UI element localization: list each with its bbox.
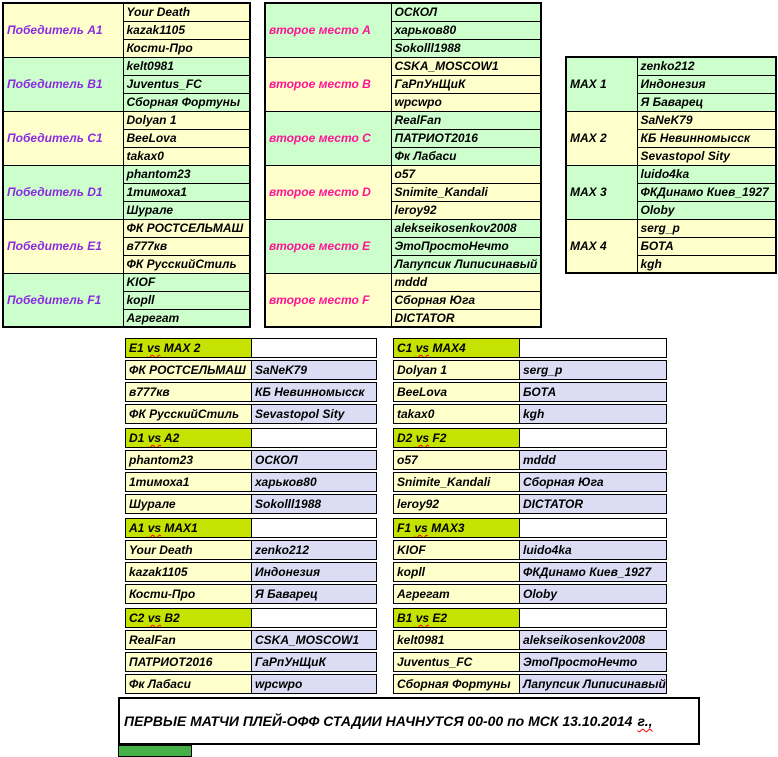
matchup-right-cell: alekseikosenkov2008 bbox=[519, 630, 667, 650]
team-name-cell: kopll bbox=[123, 291, 250, 309]
matchup-right-cell: zenko212 bbox=[251, 540, 377, 560]
team-name-cell: BeeLova bbox=[123, 129, 250, 147]
team-name-cell: zenko212 bbox=[637, 57, 776, 75]
team-name-cell: Sokolll1988 bbox=[391, 39, 541, 57]
team-name-cell: Индонезия bbox=[637, 75, 776, 93]
winner-label: Победитель C1 bbox=[3, 111, 123, 165]
matchup-left-cell: Dolyan 1 bbox=[393, 360, 520, 380]
max-label: MAX 3 bbox=[566, 165, 637, 219]
matchup-vs: vs bbox=[415, 431, 430, 445]
team-name-cell: 1тимоха1 bbox=[123, 183, 250, 201]
team-name-cell: takax0 bbox=[123, 147, 250, 165]
matchup-title-left: E1 bbox=[129, 341, 144, 355]
matchup-header-blank bbox=[519, 428, 667, 448]
matchup-left-cell: ПАТРИОТ2016 bbox=[125, 652, 252, 672]
matchup-vs: vs bbox=[147, 341, 161, 355]
matchup-left-cell: в777кв bbox=[125, 382, 252, 402]
max-label: MAX 1 bbox=[566, 57, 637, 111]
matchup-left-cell: RealFan bbox=[125, 630, 252, 650]
team-name-cell: ФКДинамо Киев_1927 bbox=[637, 183, 776, 201]
team-name-cell: Сборная Юга bbox=[391, 291, 541, 309]
announcement-text: ПЕРВЫЕ МАТЧИ ПЛЕЙ-ОФФ СТАДИИ НАЧНУТСЯ 00-00 по МСК 13.10.2014 bbox=[124, 713, 633, 729]
team-name-cell: Лапупсик Липисинавый bbox=[391, 255, 541, 273]
winner-label: Победитель E1 bbox=[3, 219, 123, 273]
winner-label: Победитель A1 bbox=[3, 3, 123, 57]
matchup-right-cell: wpcwpo bbox=[251, 674, 377, 694]
team-name-cell: ФК РусскийСтиль bbox=[123, 255, 250, 273]
team-name-cell: mddd bbox=[391, 273, 541, 291]
matchup-title-right: MAX4 bbox=[432, 341, 466, 355]
team-name-cell: Я Баварец bbox=[637, 93, 776, 111]
team-name-cell: Dolyan 1 bbox=[123, 111, 250, 129]
matchup-left-cell: Шурале bbox=[125, 494, 252, 514]
team-name-cell: CSKA_MOSCOW1 bbox=[391, 57, 541, 75]
team-name-cell: Шурале bbox=[123, 201, 250, 219]
matchup-left-cell: Juventus_FC bbox=[393, 652, 520, 672]
team-name-cell: Агрегат bbox=[123, 309, 250, 327]
matchup-vs: vs bbox=[415, 341, 430, 355]
matchup-header-blank bbox=[251, 518, 377, 538]
matchup-vs: vs bbox=[147, 431, 162, 445]
matchup-header-blank bbox=[519, 608, 667, 628]
team-name-cell: харьков80 bbox=[391, 21, 541, 39]
team-name-cell: БОТА bbox=[637, 237, 776, 255]
team-name-cell: Oloby bbox=[637, 201, 776, 219]
team-name-cell: ОСКОЛ bbox=[391, 3, 541, 21]
matchup-block bbox=[393, 428, 667, 516]
matchup-right-cell: КБ Невинномысск bbox=[251, 382, 377, 402]
team-name-cell: kazak1105 bbox=[123, 21, 250, 39]
matchup-block bbox=[393, 518, 667, 606]
matchup-title-left: C1 bbox=[397, 341, 413, 355]
matchup-left-cell: Агрегат bbox=[393, 584, 520, 604]
matchup-title-left: B1 bbox=[397, 611, 413, 625]
matchup-left-cell: kelt0981 bbox=[393, 630, 520, 650]
winner-label: Победитель D1 bbox=[3, 165, 123, 219]
team-name-cell: wpcwpo bbox=[391, 93, 541, 111]
matchup-block bbox=[125, 608, 377, 696]
matchup-left-cell: 1тимоха1 bbox=[125, 472, 252, 492]
team-name-cell: o57 bbox=[391, 165, 541, 183]
second-place-label: второе место D bbox=[265, 165, 391, 219]
matchup-header bbox=[393, 338, 520, 358]
team-name-cell: Snimite_Kandali bbox=[391, 183, 541, 201]
matchup-left-cell: kopll bbox=[393, 562, 520, 582]
team-name-cell: в777кв bbox=[123, 237, 250, 255]
matchup-right-cell: Лапупсик Липисинавый bbox=[519, 674, 667, 694]
matchup-title-left: A1 bbox=[129, 521, 145, 535]
matchup-title-right: MAX1 bbox=[164, 521, 198, 535]
second-place-label: второе место F bbox=[265, 273, 391, 327]
winners-group bbox=[2, 2, 251, 328]
team-name-cell: Фк Лабаси bbox=[391, 147, 541, 165]
team-name-cell: ГаРпУнЩиК bbox=[391, 75, 541, 93]
matchup-left-cell: Your Death bbox=[125, 540, 252, 560]
matchup-title-right: MAX 2 bbox=[163, 341, 201, 355]
matchup-left-cell: Кости-Про bbox=[125, 584, 252, 604]
team-name-cell: SaNeK79 bbox=[637, 111, 776, 129]
max-group bbox=[565, 56, 777, 274]
team-name-cell: Your Death bbox=[123, 3, 250, 21]
matchup-block bbox=[125, 428, 377, 516]
matchup-left-cell: BeeLova bbox=[393, 382, 520, 402]
matchup-block bbox=[393, 338, 667, 426]
team-name-cell: КБ Невинномысск bbox=[637, 129, 776, 147]
matchup-header-blank bbox=[519, 518, 667, 538]
matchup-right-cell: ОСКОЛ bbox=[251, 450, 377, 470]
matchup-right-cell: SaNeK79 bbox=[251, 360, 377, 380]
team-name-cell: Кости-Про bbox=[123, 39, 250, 57]
matchup-header-blank bbox=[251, 338, 377, 358]
team-name-cell: serg_p bbox=[637, 219, 776, 237]
matchup-title-right: A2 bbox=[163, 431, 180, 445]
matchup-header bbox=[393, 518, 520, 538]
matchup-right-cell: Sevastopol Sity bbox=[251, 404, 377, 424]
matchup-title-right: F2 bbox=[432, 431, 447, 445]
matchup-left-cell: o57 bbox=[393, 450, 520, 470]
matchup-block bbox=[393, 608, 667, 696]
second-place-label: второе место E bbox=[265, 219, 391, 273]
matchup-header bbox=[125, 518, 252, 538]
max-label: MAX 4 bbox=[566, 219, 637, 273]
bottom-green-cell bbox=[118, 745, 192, 757]
team-name-cell: kgh bbox=[637, 255, 776, 273]
matchup-block bbox=[125, 338, 377, 426]
matchup-right-cell: ФКДинамо Киев_1927 bbox=[519, 562, 667, 582]
matchup-header bbox=[393, 428, 520, 448]
winner-label: Победитель F1 bbox=[3, 273, 123, 327]
matchup-right-cell: ГаРпУнЩиК bbox=[251, 652, 377, 672]
matchup-right-cell: ЭтоПростоНечто bbox=[519, 652, 667, 672]
announcement-suffix: г., bbox=[637, 713, 653, 729]
matchup-right-cell: Oloby bbox=[519, 584, 667, 604]
matchup-right-cell: serg_p bbox=[519, 360, 667, 380]
matchup-left-cell: Фк Лабаси bbox=[125, 674, 252, 694]
matchup-header-blank bbox=[251, 608, 377, 628]
matchup-vs: vs bbox=[147, 611, 162, 625]
matchup-header bbox=[125, 428, 252, 448]
second-place-group bbox=[264, 2, 542, 328]
matchup-vs: vs bbox=[414, 521, 428, 535]
matchup-title-right: B2 bbox=[164, 611, 180, 625]
matchup-title-left: F1 bbox=[397, 521, 412, 535]
matchup-vs: vs bbox=[147, 521, 162, 535]
matchup-header bbox=[125, 338, 252, 358]
matchup-right-cell: luido4ka bbox=[519, 540, 667, 560]
second-place-label: второе место A bbox=[265, 3, 391, 57]
matchup-left-cell: Сборная Фортуны bbox=[393, 674, 520, 694]
matchup-left-cell: KIOF bbox=[393, 540, 520, 560]
matchup-left-cell: ФК РОСТСЕЛЬМАШ bbox=[125, 360, 252, 380]
team-name-cell: leroy92 bbox=[391, 201, 541, 219]
matchup-right-cell: kgh bbox=[519, 404, 667, 424]
matchup-header bbox=[125, 608, 252, 628]
team-name-cell: luido4ka bbox=[637, 165, 776, 183]
team-name-cell: ФК РОСТСЕЛЬМАШ bbox=[123, 219, 250, 237]
matchup-title-left: D2 bbox=[397, 431, 413, 445]
matchup-left-cell: Snimite_Kandali bbox=[393, 472, 520, 492]
team-name-cell: ПАТРИОТ2016 bbox=[391, 129, 541, 147]
matchup-vs: vs bbox=[415, 611, 430, 625]
matchup-right-cell: DICTATOR bbox=[519, 494, 667, 514]
max-label: MAX 2 bbox=[566, 111, 637, 165]
matchup-title-right: E2 bbox=[432, 611, 448, 625]
matchup-right-cell: харьков80 bbox=[251, 472, 377, 492]
matchup-left-cell: phantom23 bbox=[125, 450, 252, 470]
matchup-right-cell: Индонезия bbox=[251, 562, 377, 582]
matchup-header bbox=[393, 608, 520, 628]
matchup-right-cell: mddd bbox=[519, 450, 667, 470]
announcement-banner bbox=[118, 697, 700, 745]
matchup-header-blank bbox=[519, 338, 667, 358]
matchup-right-cell: Я Баварец bbox=[251, 584, 377, 604]
matchup-left-cell: leroy92 bbox=[393, 494, 520, 514]
team-name-cell: Сборная Фортуны bbox=[123, 93, 250, 111]
matchup-right-cell: БОТА bbox=[519, 382, 667, 402]
matchup-title-right: MAX3 bbox=[431, 521, 465, 535]
team-name-cell: ЭтоПростоНечто bbox=[391, 237, 541, 255]
matchup-block bbox=[125, 518, 377, 606]
team-name-cell: Juventus_FC bbox=[123, 75, 250, 93]
second-place-label: второе место B bbox=[265, 57, 391, 111]
matchup-right-cell: CSKA_MOSCOW1 bbox=[251, 630, 377, 650]
team-name-cell: DICTATOR bbox=[391, 309, 541, 327]
team-name-cell: alekseikosenkov2008 bbox=[391, 219, 541, 237]
matchup-left-cell: takax0 bbox=[393, 404, 520, 424]
matchup-title-left: C2 bbox=[129, 611, 145, 625]
team-name-cell: RealFan bbox=[391, 111, 541, 129]
matchup-right-cell: Сборная Юга bbox=[519, 472, 667, 492]
matchup-right-cell: Sokolll1988 bbox=[251, 494, 377, 514]
team-name-cell: KIOF bbox=[123, 273, 250, 291]
matchup-left-cell: kazak1105 bbox=[125, 562, 252, 582]
matchup-left-cell: ФК РусскийСтиль bbox=[125, 404, 252, 424]
second-place-label: второе место C bbox=[265, 111, 391, 165]
team-name-cell: Sevastopol Sity bbox=[637, 147, 776, 165]
winner-label: Победитель B1 bbox=[3, 57, 123, 111]
team-name-cell: phantom23 bbox=[123, 165, 250, 183]
team-name-cell: kelt0981 bbox=[123, 57, 250, 75]
matchup-header-blank bbox=[251, 428, 377, 448]
matchup-title-left: D1 bbox=[129, 431, 145, 445]
